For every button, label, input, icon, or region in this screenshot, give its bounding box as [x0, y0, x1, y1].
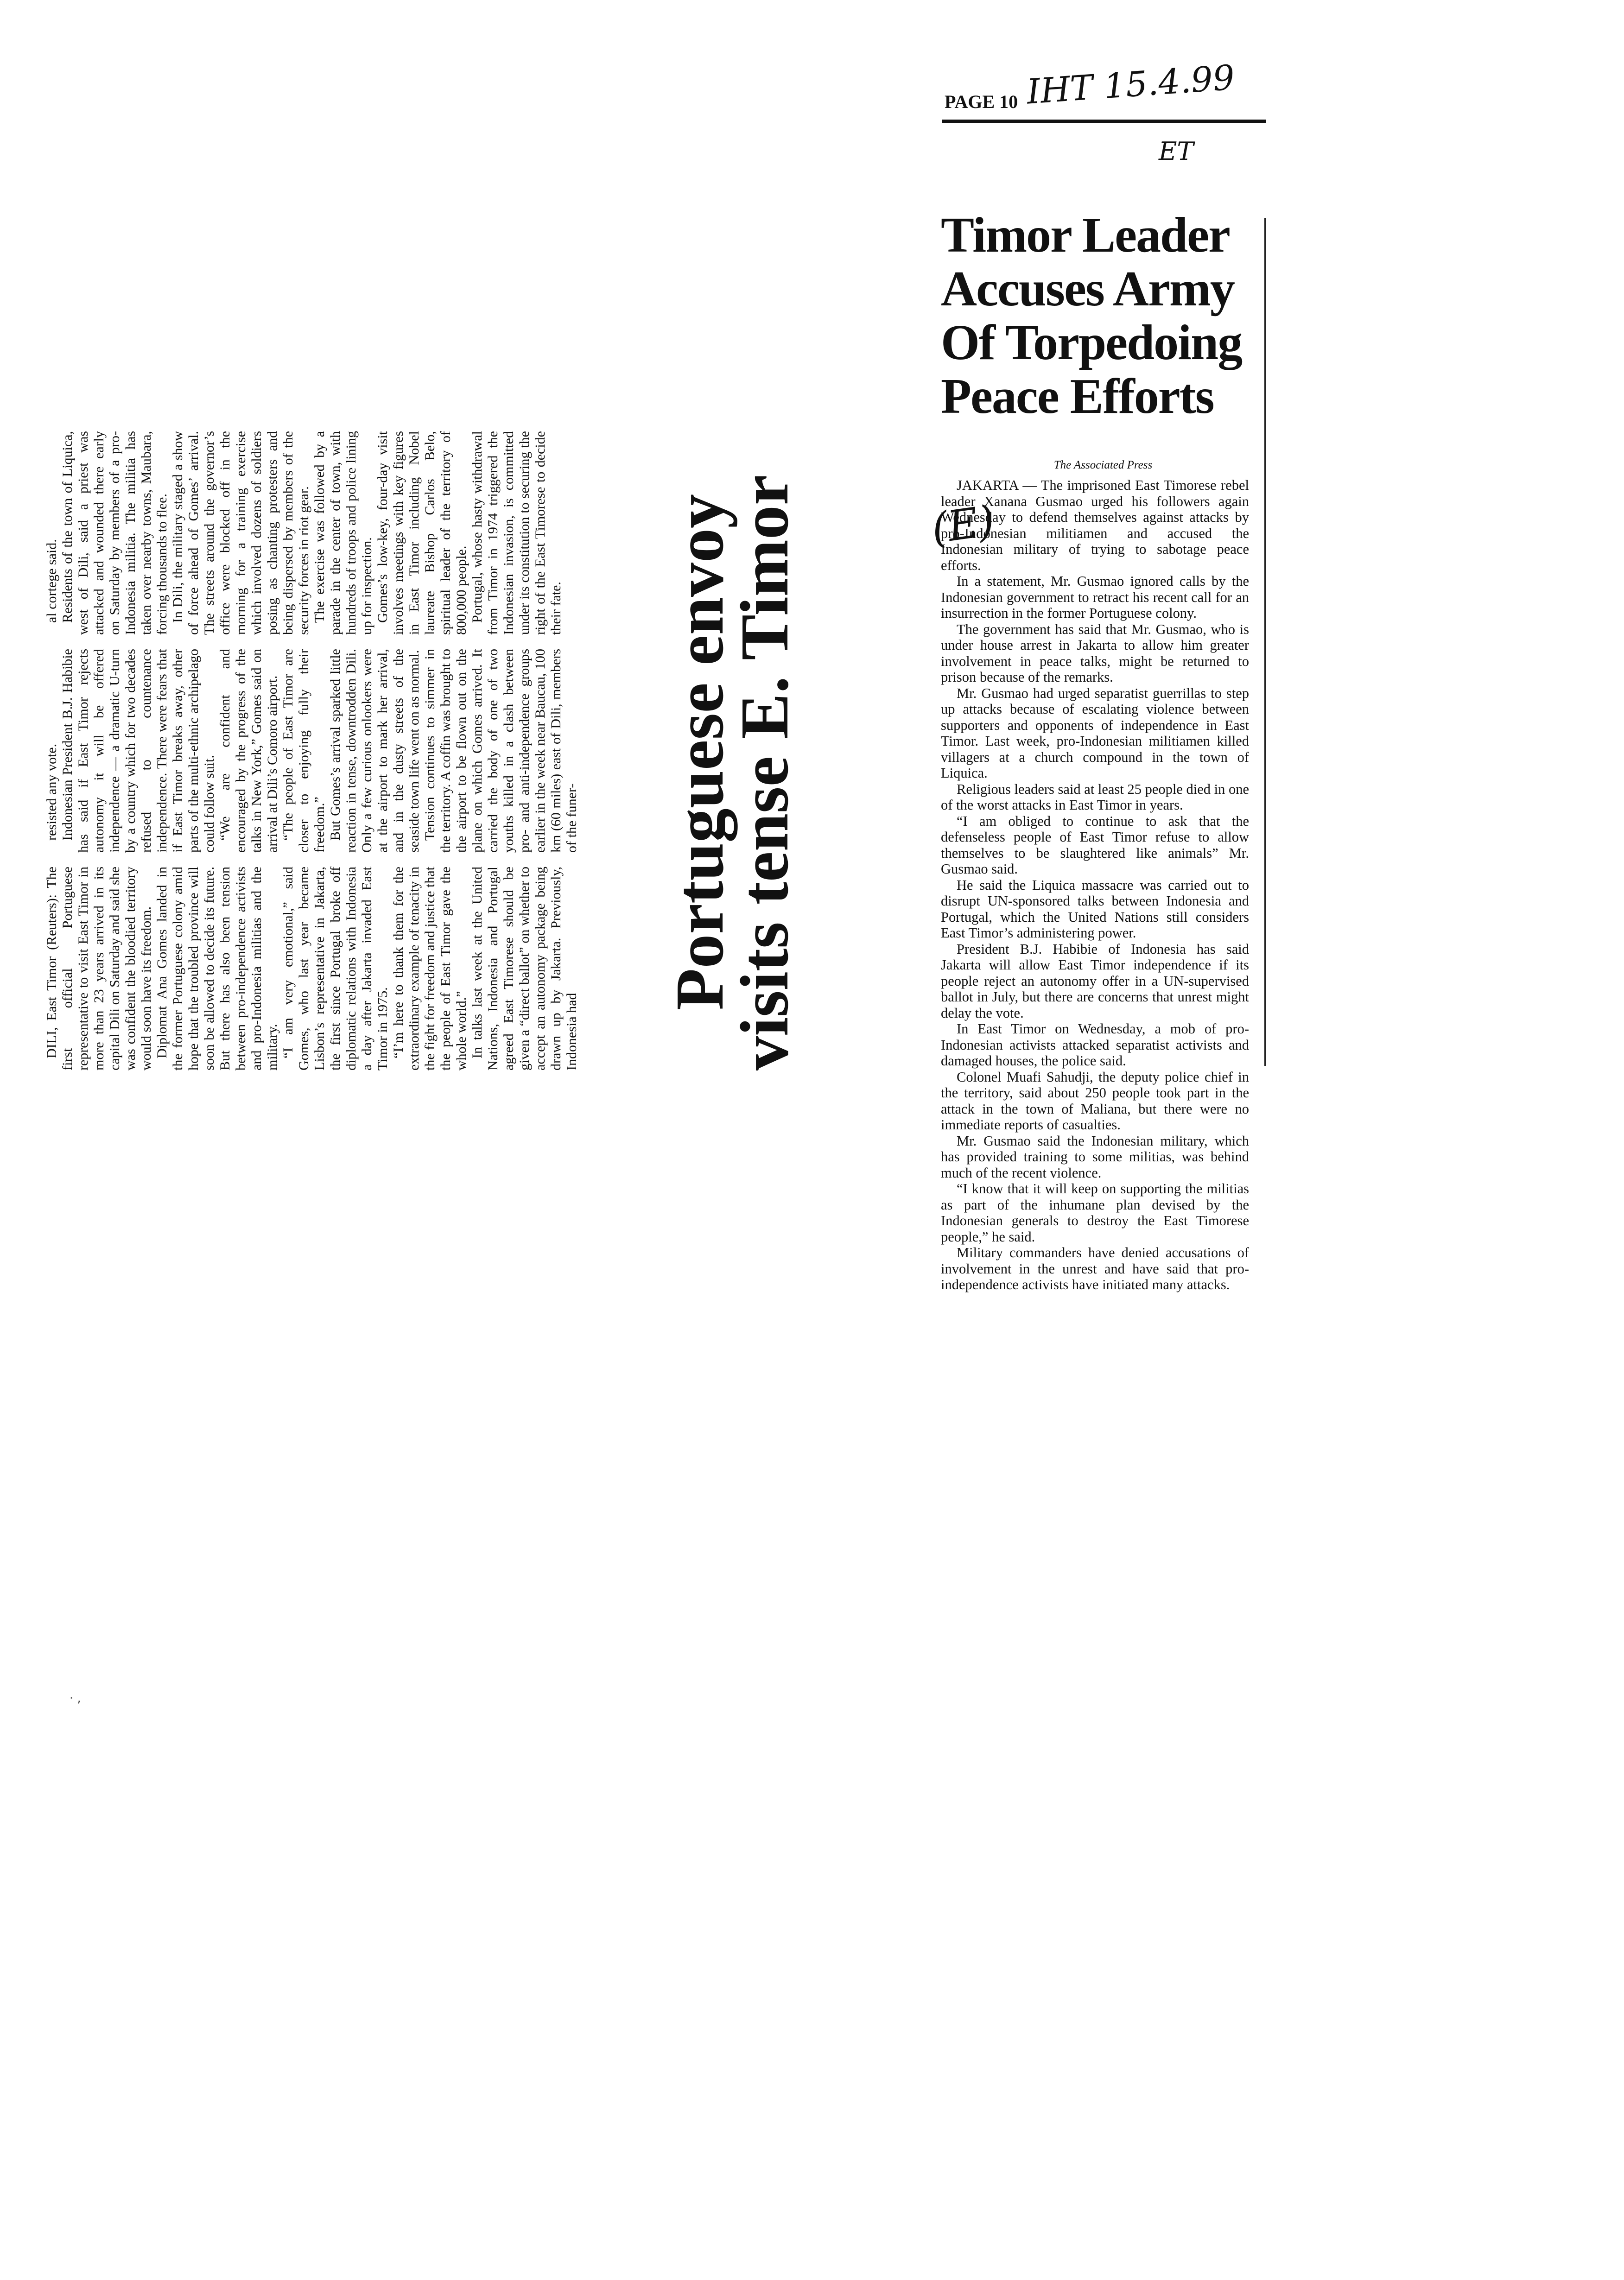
reuters-paragraph: DILI, East Timor (Reuters): The first official Portuguese representative to visit East Timor in more than 23 years arrived in its capital Dili on Saturday and said she was confident the bloodied territory would soon have its freedom.	[44, 867, 154, 1070]
reuters-paragraph: al cortege said.	[44, 539, 59, 623]
ap-paragraph: In a statement, Mr. Gusmao ignored calls by the Indonesian government to retract his recent call for an insurrection in the former Portuguese colony.	[941, 573, 1249, 621]
reuters-column-1	[44, 867, 665, 1070]
ap-article-body	[941, 477, 1249, 1293]
scan-specks: · ,	[70, 1691, 81, 1705]
reuters-paragraph: In Dili, the military staged a show of force ahead of Gomes’ arrival. The streets around the governor’s office were blocked off in the morning for a training exercise which involved dozens of soldiers posing as chanting protesters and being dispersed by members of the security forces in riot gear.	[170, 431, 311, 635]
reuters-column-2	[44, 649, 665, 853]
ap-paragraph: The government has said that Mr. Gusmao, who is under house arrest in Jakarta to allow him greater involvement in peace talks, might be returned to prison because of the remarks.	[941, 621, 1249, 685]
reuters-article-body	[44, 403, 665, 1070]
ap-headline: Timor Leader Accuses Army Of Torpedoing Peace Efforts	[941, 208, 1242, 424]
ap-paragraph: “I know that it will keep on supporting the militias as part of the inhumane plan devised by the Indonesian generals to destroy the East Timorese people,” he said.	[941, 1181, 1249, 1245]
ap-paragraph: Mr. Gusmao said the Indonesian military, which has provided training to some militias, was behind much of the recent violence.	[941, 1133, 1249, 1181]
reuters-column-3	[44, 431, 665, 635]
handwritten-mark: (E)	[928, 496, 998, 553]
ap-paragraph: President B.J. Habibie of Indonesia has said Jakarta will allow East Timor independence if its people reject an autonomy offer in a UN-supervised ballot in July, but there are concerns that unrest might delay the vote.	[941, 941, 1249, 1021]
ap-paragraph: Religious leaders said at least 25 people died in one of the worst attacks in East Timor in years.	[941, 781, 1250, 813]
reuters-paragraph: Residents of the town of Liquica, west of Dili, said a priest was attacked and wounded there early on Saturday by members of a pro-Indonesia militia. The militia has taken over nearby towns, Maubara, forcing thousands to flee.	[60, 431, 170, 635]
reuters-paragraph: Tension continues to simmer in the territory. A coffin was brought to the airport to be flown out on the plane on which Gomes arrived. It carried the body of one of two youths killed in a clash between pro- and anti-independence groups earlier in the week near Baucau, 100 km (60 miles) east of Dili, members of the funer-	[422, 649, 579, 853]
reuters-paragraph: “We are confident and encouraged by the progress of the talks in New York,” Gomes said on arrival at Dili’s Comoro airport.	[217, 649, 280, 853]
reuters-paragraph: In talks last week at the United Nations, Indonesia and Portugal agreed East Timorese should be given a “direct ballot” on whether to accept an autonomy package being drawn up by Jakarta. Previously, Indonesia had	[469, 867, 579, 1070]
ap-paragraph: Mr. Gusmao had urged separatist guerrillas to step up attacks because of escalating violence between supporters and opponents of independence in East Timor. Last week, pro-Indonesian militiamen killed villagers at a church compound in the town of Liquica.	[941, 685, 1249, 781]
reuters-paragraph: “I’m here to thank them for the extraordinary example of tenacity in the fight for freedom and justice that the people of East Timor gave the whole world.”	[391, 867, 469, 1070]
reuters-paragraph: “The people of East Timor are closer to enjoying fully their freedom.”	[280, 649, 327, 853]
reuters-paragraph: “I am very emotional,” said Gomes, who last year became Lisbon’s representative in Jakarta, the first since Portugal broke off diplomatic relations with Indonesia a day after Jakarta invaded East Timor in 1975.	[280, 867, 390, 1070]
ap-paragraph: He said the Liquica massacre was carried out to disrupt UN-sponsored talks between Indonesia and Portugal, which the United Nations still considers East Timor’s administering power.	[941, 877, 1249, 941]
reuters-headline-block	[662, 403, 908, 1070]
handwritten-code: ET	[1159, 137, 1194, 166]
ap-paragraph: In East Timor on Wednesday, a mob of pro-Indonesian activists attacked separatist activists and damaged houses, the police said.	[941, 1021, 1249, 1069]
ap-paragraph: JAKARTA — The imprisoned East Timorese rebel leader Xanana Gusmao urged his followers again Wednesday to defend themselves against attacks by pro-Indonesian militiamen and accused the Indonesian military of trying to sabotage peace efforts.	[941, 477, 1249, 573]
reuters-headline-line1: Portuguese envoy	[662, 494, 738, 1010]
ap-paragraph: Colonel Muafi Sahudji, the deputy police chief in the territory, said about 250 people took part in the attack in the town of Maliana, but there were no immediate reports of casualties.	[941, 1069, 1249, 1133]
reuters-paragraph: But Gomes’s arrival sparked little reaction in tense, downtrodden Dili. Only a few curious onlookers were at the airport to mark her arrival, and in the dusty streets of the seaside town life went on as normal.	[328, 649, 422, 853]
reuters-paragraph: Diplomat Ana Gomes landed in the former Portuguese colony amid hope that the troubled province will soon be allowed to decide its future. But there has also been tension between pro-independence activists and pro-Indonesia militias and the military.	[154, 867, 280, 1070]
ap-paragraph: “I am obliged to continue to ask that the defenseless people of East Timor refuse to allow themselves to be slaughtered like animals” Mr. Gusmao said.	[941, 813, 1249, 877]
reuters-paragraph: Indonesian President B.J. Habibie has said if East Timor rejects autonomy it will be offered independence — a dramatic U-turn by a country which for two decades refused to countenance independence. There were fears that if East Timor breaks away, other parts of the multi-ethnic archipelago could follow suit.	[60, 649, 217, 853]
reuters-paragraph: Gomes’s low-key, four-day visit involves meetings with key figures in East Timor including Nobel laureate Bishop Carlos Belo, spiritual leader of the territory of 800,000 people.	[375, 431, 469, 635]
ap-paragraph: Military commanders have denied accusations of involvement in the unrest and have said that pro-independence activists have initiated many attacks.	[941, 1245, 1249, 1292]
page-number-label: PAGE 10	[945, 91, 1018, 112]
reuters-paragraph: Portugal, whose hasty withdrawal from Timor in 1974 triggered the Indonesian invasion, is committed under its constitution to securing the right of the East Timorese to decide their fate.	[469, 431, 564, 635]
reuters-paragraph: resisted any vote.	[44, 743, 59, 841]
header-rule	[942, 120, 1266, 123]
reuters-paragraph: The exercise was followed by a parade in the center of town, with hundreds of troops and police lining up for inspection.	[312, 431, 374, 635]
reuters-headline-line2: visits tense E. Timor	[727, 475, 803, 1070]
ap-byline: The Associated Press	[1053, 459, 1153, 471]
handwritten-date: IHT 15.4.99	[1025, 57, 1236, 112]
